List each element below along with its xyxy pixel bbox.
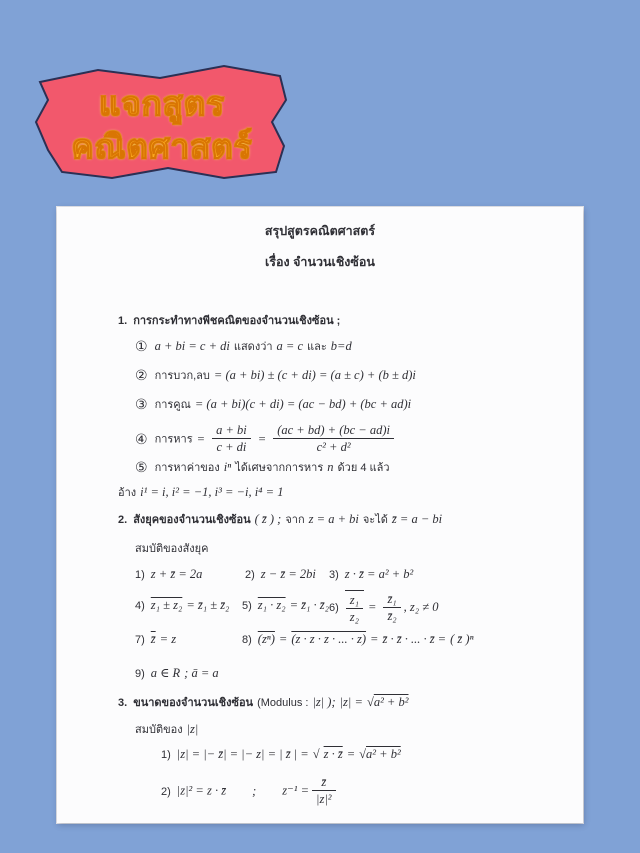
fraction <box>212 423 251 454</box>
fraction <box>312 775 336 806</box>
thai-text: สมบัติของ <box>135 724 183 736</box>
formula: |z| <box>186 722 199 736</box>
section2-title: สังยุคของจำนวนเชิงซ้อน <box>133 514 251 526</box>
thai-text: ได้เศษจากการหาร <box>235 462 324 474</box>
fraction <box>346 593 363 624</box>
radical-sign: √ <box>312 747 320 761</box>
denominator: c² + d² <box>316 440 351 454</box>
overlined-expression: z̄ <box>150 632 156 646</box>
formula: n <box>327 460 334 474</box>
formula: = (a + bi)(c + di) = (ac − bd) + (bc + ad)i <box>194 397 412 411</box>
sec1-item-3 <box>135 396 415 413</box>
item-number: 3) <box>329 569 339 581</box>
banner-line-2: คณิตศาสตร์ <box>71 127 253 166</box>
modulus-prop-2 <box>161 775 339 806</box>
sec1-item-1 <box>135 338 352 355</box>
item-number: 9) <box>135 668 145 680</box>
formula: z⁻¹ = <box>282 783 310 798</box>
overlined-fraction <box>345 590 364 624</box>
thai-text: ด้วย 4 แล้ว <box>337 462 390 474</box>
formula: = z̄₁ ± z̄₂ <box>186 598 230 612</box>
fraction <box>383 592 400 623</box>
conjugate-prop-9 <box>135 665 223 682</box>
formula: iⁿ <box>223 460 232 474</box>
thai-text: แสดงว่า <box>233 341 273 353</box>
thai-text: การหาร <box>154 433 193 446</box>
formula: ( z̄ )ⁿ <box>450 632 474 646</box>
formula: z = a + bi <box>308 512 359 526</box>
conjugate-prop-8 <box>242 631 478 648</box>
modulus-prop-1 <box>161 746 401 763</box>
formula: z̄ = a − bi <box>391 512 443 526</box>
sec1-i-powers <box>118 484 287 501</box>
circled-4-icon: ④ <box>135 431 148 448</box>
formula: z̄ · z̄ · ... · z̄ = <box>382 632 447 646</box>
formula: i¹ = i, i² = −1, i³ = −i, i⁴ = 1 <box>140 485 284 499</box>
thai-text: จาก <box>285 514 305 526</box>
denominator: |z|² <box>316 792 332 806</box>
item-number: 6) <box>329 602 339 615</box>
modulus-properties-heading <box>135 721 202 738</box>
circled-5-icon: ⑤ <box>135 460 148 476</box>
formula: ( z̄ ) ; <box>254 512 282 526</box>
equals: = <box>257 431 267 446</box>
numerator: (ac + bd) + (bc − ad)i <box>273 423 394 439</box>
equals: = <box>278 632 288 646</box>
item-number: 1) <box>161 749 171 761</box>
section2-heading <box>118 511 446 528</box>
item-number: 1) <box>135 569 145 581</box>
item-number: 2) <box>245 569 255 581</box>
numerator: a + bi <box>212 423 251 439</box>
fraction <box>273 423 394 454</box>
page-subtitle: เรื่อง จำนวนเชิงซ้อน <box>265 255 375 269</box>
item-number: 2) <box>161 785 171 798</box>
formula: |z| = |− z̄| = |− z| = | z̄ | = <box>176 747 309 761</box>
conjugate-properties-heading <box>135 540 208 557</box>
banner-line-1: แจกสูตร <box>99 83 225 123</box>
formula: z − z̄ = 2bi <box>260 567 316 581</box>
radicand: a² + b² <box>366 747 401 761</box>
formula: z + z̄ = 2a <box>150 567 203 581</box>
conjugate-prop-6 <box>329 590 438 624</box>
formula: z · z̄ = a² + b² <box>344 567 414 581</box>
section3-title: ขนาดของจำนวนเชิงซ้อน <box>133 697 254 709</box>
thai-text: อ้าง <box>118 487 137 499</box>
conjugate-prop-3 <box>329 566 413 583</box>
equals: = <box>346 747 356 761</box>
conjugate-prop-5 <box>242 597 333 614</box>
section1-heading <box>118 312 340 329</box>
circled-1-icon: ① <box>135 339 148 355</box>
sec1-item-2 <box>135 367 420 384</box>
item-number: 4) <box>135 600 145 612</box>
section1-number: 1. <box>118 315 128 327</box>
radicand: z · z̄ <box>323 747 343 761</box>
formula: a ∈ R <box>150 666 181 680</box>
page-title: สรุปสูตรคณิตศาสตร์ <box>264 224 376 238</box>
formula: = z̄₁ · z̄₂ <box>289 598 329 612</box>
radical-sign: √ <box>359 747 367 761</box>
separator: ; <box>252 783 257 798</box>
formula: |z| = <box>339 695 363 709</box>
formula: = z <box>159 632 177 646</box>
section3-number: 3. <box>118 697 128 709</box>
formula: |z| ); <box>312 695 336 709</box>
conjugate-prop-7 <box>135 631 180 648</box>
overlined-expression: z₁ ± z₂ <box>150 598 183 612</box>
thai-text: และ <box>307 341 327 353</box>
formula: |z|² = z · z̄ <box>176 783 227 798</box>
radicand: a² + b² <box>373 695 409 709</box>
thai-text: จะได้ <box>362 514 388 526</box>
denominator: z̄₂ <box>387 608 397 623</box>
sec1-item-5 <box>135 459 390 476</box>
circled-2-icon: ② <box>135 368 148 384</box>
overlined-expression: z₁ · z₂ <box>257 598 286 612</box>
item-number: 7) <box>135 634 145 646</box>
circled-3-icon: ③ <box>135 397 148 413</box>
overlined-expression: (zⁿ) <box>257 632 275 646</box>
banner-text <box>28 60 296 188</box>
document-page <box>57 207 583 823</box>
formula: a + bi = c + di <box>154 339 230 353</box>
equals: = <box>368 600 377 615</box>
numerator: z̄₁ <box>383 592 400 608</box>
formula: = (a + bi) ± (c + di) = (a ± c) + (b ± d)i <box>213 368 416 382</box>
numerator: z̄ <box>312 775 336 791</box>
conjugate-prop-1 <box>135 566 202 583</box>
latin-text: (Modulus : <box>257 697 309 709</box>
section1-title: การกระทำทางพีชคณิตของจำนวนเชิงซ้อน ; <box>133 315 341 327</box>
denominator: c + di <box>216 440 247 454</box>
formula: b=d <box>330 339 352 353</box>
thai-text: การหาค่าของ <box>154 462 220 474</box>
overlined-expression: (z · z · z · ... · z) <box>291 632 367 646</box>
radical-sign: √ <box>366 695 374 709</box>
thai-text: การบวก,ลบ <box>154 370 210 382</box>
denominator: z₂ <box>349 610 359 624</box>
equals: = <box>370 632 379 646</box>
numerator: z₁ <box>346 593 363 609</box>
conjugate-prop-2 <box>245 566 316 583</box>
condition: , z₂ ≠ 0 <box>403 600 439 615</box>
section2-number: 2. <box>118 514 128 526</box>
sec1-item-4 <box>135 423 397 454</box>
title-banner <box>28 60 296 188</box>
formula: ; ā = a <box>184 666 219 680</box>
thai-text: การคูณ <box>154 399 191 411</box>
thai-text: สมบัติของสังยุค <box>135 543 209 555</box>
equals: = <box>196 431 206 446</box>
item-number: 8) <box>242 634 252 646</box>
item-number: 5) <box>242 600 252 612</box>
formula: a = c <box>276 339 304 353</box>
conjugate-prop-4 <box>135 597 233 614</box>
section3-heading <box>118 694 409 711</box>
